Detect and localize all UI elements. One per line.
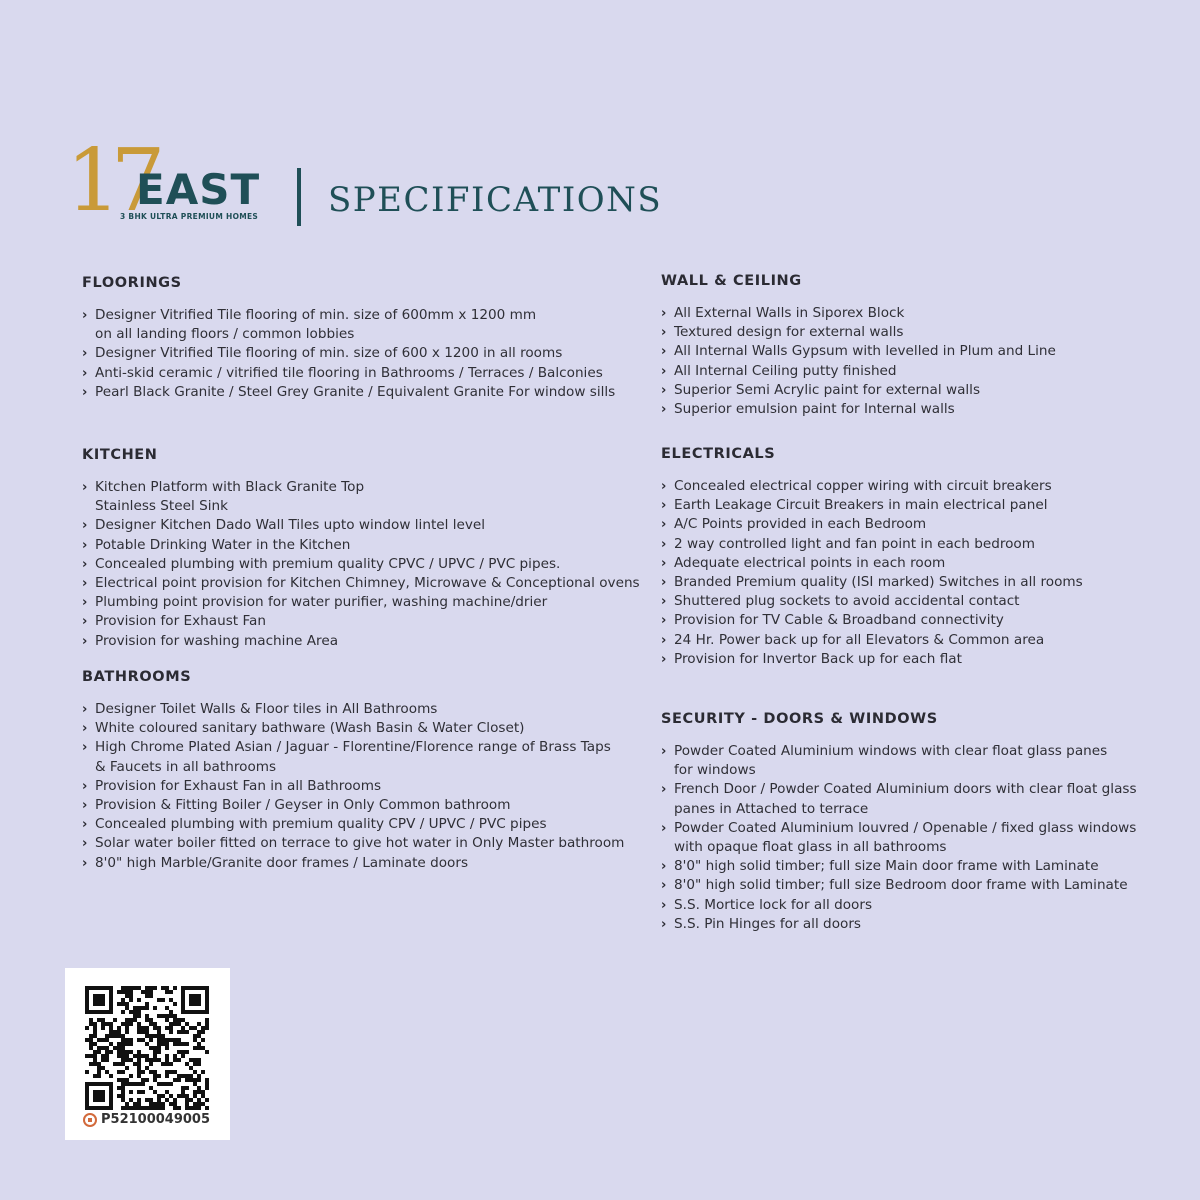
spec-item-text: Designer Toilet Walls & Floor tiles in All Bathrooms (95, 701, 438, 717)
header-divider (297, 168, 301, 226)
chevron-right-icon: › (82, 778, 88, 794)
section-electricals (661, 445, 1083, 669)
spec-item-text: Branded Premium quality (ISI marked) Switches in all rooms (674, 574, 1083, 591)
spec-item (661, 742, 1137, 761)
section-security-doors-windows (661, 710, 1137, 934)
spec-item (661, 496, 1083, 515)
spec-item-text: Provision for washing machine Area (95, 632, 339, 649)
chevron-right-icon: › (82, 798, 88, 814)
logo-digits: 17 (66, 131, 156, 231)
chevron-right-icon: › (82, 384, 88, 400)
spec-list (661, 742, 1137, 934)
section-kitchen (82, 446, 640, 651)
spec-item (82, 777, 624, 796)
spec-item-text: All Internal Ceiling putty finished (674, 362, 897, 379)
chevron-right-icon: › (661, 517, 667, 533)
spec-list (82, 700, 624, 873)
chevron-right-icon: › (661, 555, 667, 571)
section-title: BATHROOMS (82, 669, 192, 685)
spec-item-text: Powder Coated Aluminium louvred / Openable / fixed glass windows (674, 819, 1137, 836)
chevron-right-icon: › (661, 613, 667, 629)
chevron-right-icon: › (82, 365, 88, 381)
spec-item (661, 631, 1083, 650)
spec-item (82, 516, 640, 535)
spec-item-text: Concealed plumbing with premium quality CPV / UPVC / PVC pipes (95, 816, 547, 833)
chevron-right-icon: › (82, 480, 88, 495)
spec-item-text: Concealed plumbing with premium quality CPVC / UPVC / PVC pipes. (95, 555, 561, 572)
chevron-right-icon: › (661, 344, 667, 360)
spec-item (661, 554, 1083, 573)
spec-item-text: 24 Hr. Power back up for all Elevators & Common area (674, 631, 1045, 648)
chevron-right-icon: › (82, 556, 88, 572)
chevron-right-icon: › (661, 916, 667, 932)
spec-item (661, 800, 1137, 819)
chevron-right-icon: › (82, 537, 88, 553)
spec-item-text: for windows (674, 762, 756, 779)
spec-item-text: 2 way controlled light and fan point in each bedroom (674, 535, 1035, 552)
section-title: ELECTRICALS (661, 446, 776, 462)
spec-item-text: Solar water boiler fitted on terrace to give hot water in Only Master bathroom (95, 835, 625, 852)
spec-item (82, 632, 640, 651)
registration-number: P52100049005 (101, 1112, 211, 1127)
chevron-right-icon: › (661, 594, 667, 610)
spec-item (82, 834, 624, 853)
spec-item-text: S.S. Pin Hinges for all doors (674, 915, 861, 932)
section-title: FLOORINGS (82, 275, 182, 291)
chevron-right-icon: › (82, 817, 88, 833)
spec-item-text: Potable Drinking Water in the Kitchen (95, 536, 351, 553)
page-title: SPECIFICATIONS (328, 180, 663, 220)
spec-item (82, 497, 640, 516)
spec-item-text: Textured design for external walls (674, 324, 904, 341)
spec-item-text: Anti-skid ceramic / vitrified tile flooring in Bathrooms / Terraces / Balconies (95, 364, 603, 381)
chevron-right-icon: › (82, 633, 88, 649)
spec-item-text: Plumbing point provision for water purifier, washing machine/drier (95, 594, 548, 611)
chevron-right-icon: › (82, 740, 88, 756)
chevron-right-icon: › (661, 325, 667, 341)
spec-list (661, 304, 1056, 419)
spec-item-text: French Door / Powder Coated Aluminium doors with clear float glass (674, 781, 1137, 798)
section-title: WALL & CEILING (661, 273, 802, 289)
spec-item (661, 915, 1137, 934)
chevron-right-icon: › (661, 820, 667, 836)
spec-list (82, 478, 640, 651)
logo-tagline: 3 BHK ULTRA PREMIUM HOMES (120, 212, 259, 221)
section-title: KITCHEN (82, 447, 158, 463)
spec-item-text: Provision for Exhaust Fan (95, 613, 266, 630)
spec-item (661, 592, 1083, 611)
section-title: SECURITY - DOORS & WINDOWS (661, 711, 938, 727)
spec-item-text: A/C Points provided in each Bedroom (674, 516, 927, 533)
spec-item (661, 896, 1137, 915)
spec-item-text: 8'0" high Marble/Granite door frames / Laminate doors (95, 854, 469, 871)
spec-item (82, 815, 624, 834)
spec-item (82, 325, 615, 344)
spec-item-text: Electrical point provision for Kitchen Chimney, Microwave & Conceptional ovens (95, 575, 640, 592)
spec-item-text: Designer Vitrified Tile flooring of min. size of 600 x 1200 in all rooms (95, 345, 563, 362)
spec-item (661, 780, 1137, 799)
chevron-right-icon: › (661, 651, 667, 667)
spec-item-text: All Internal Walls Gypsum with levelled in Plum and Line (674, 343, 1056, 360)
spec-item (661, 819, 1137, 838)
chevron-right-icon: › (82, 836, 88, 852)
spec-item-text: Designer Vitrified Tile flooring of min. size of 600mm x 1200 mm (95, 307, 537, 323)
chevron-right-icon: › (661, 402, 667, 418)
spec-item (82, 700, 624, 719)
spec-item-text: Shuttered plug sockets to avoid accidental contact (674, 593, 1020, 610)
registration-row (83, 1112, 210, 1127)
chevron-right-icon: › (661, 498, 667, 514)
spec-item-text: White coloured sanitary bathware (Wash Basin & Water Closet) (95, 720, 525, 737)
chevron-right-icon: › (661, 479, 667, 494)
chevron-right-icon: › (661, 632, 667, 648)
chevron-right-icon: › (661, 782, 667, 798)
spec-item (661, 857, 1137, 876)
spec-item (661, 535, 1083, 554)
chevron-right-icon: › (661, 897, 667, 913)
chevron-right-icon: › (82, 518, 88, 534)
chevron-right-icon: › (82, 721, 88, 737)
spec-item-text: on all landing floors / common lobbies (95, 326, 355, 343)
spec-item-text: Adequate electrical points in each room (674, 554, 946, 571)
spec-item (82, 478, 640, 497)
spec-list (661, 477, 1083, 669)
spec-item (82, 536, 640, 555)
spec-item-text: Superior emulsion paint for Internal walls (674, 401, 955, 418)
spec-item-text: All External Walls in Siporex Block (674, 305, 905, 321)
spec-item (82, 364, 615, 383)
spec-item-text: Provision & Fitting Boiler / Geyser in Only Common bathroom (95, 797, 511, 814)
spec-item (661, 611, 1083, 630)
spec-item (661, 477, 1083, 496)
spec-item (661, 362, 1056, 381)
spec-item (82, 796, 624, 815)
spec-item-text: Powder Coated Aluminium windows with clear float glass panes (674, 743, 1108, 759)
section-wall-ceiling (661, 272, 1056, 419)
spec-item (661, 342, 1056, 361)
spec-item (82, 555, 640, 574)
spec-item (661, 838, 1137, 857)
spec-item-text: Designer Kitchen Dado Wall Tiles upto window lintel level (95, 517, 486, 534)
spec-item (82, 574, 640, 593)
spec-item (661, 515, 1083, 534)
section-bathrooms (82, 668, 624, 873)
logo-wordmark: EAST (136, 165, 261, 214)
page-header (66, 131, 666, 238)
spec-item-text: Earth Leakage Circuit Breakers in main electrical panel (674, 497, 1048, 514)
spec-item-text: Provision for TV Cable & Broadband connectivity (674, 612, 1004, 629)
spec-item (661, 573, 1083, 592)
spec-item-text: panes in Attached to terrace (674, 800, 869, 817)
chevron-right-icon: › (82, 346, 88, 362)
spec-item (82, 383, 615, 402)
chevron-right-icon: › (661, 382, 667, 398)
spec-item (82, 854, 624, 873)
chevron-right-icon: › (661, 306, 667, 321)
chevron-right-icon: › (661, 744, 667, 759)
spec-item-text: 8'0" high solid timber; full size Bedroom door frame with Laminate (674, 877, 1128, 894)
chevron-right-icon: › (82, 614, 88, 630)
chevron-right-icon: › (82, 308, 88, 323)
qr-card (65, 968, 230, 1140)
spec-item (661, 304, 1056, 323)
spec-item-text: 8'0" high solid timber; full size Main door frame with Laminate (674, 858, 1099, 875)
spec-item-text: Stainless Steel Sink (95, 498, 228, 515)
spec-item (82, 758, 624, 777)
chevron-right-icon: › (661, 575, 667, 591)
spec-item-text: Pearl Black Granite / Steel Grey Granite / Equivalent Granite For window sills (95, 383, 616, 400)
qr-code-icon[interactable] (85, 986, 209, 1110)
maharera-icon (83, 1113, 97, 1127)
chevron-right-icon: › (661, 878, 667, 894)
spec-item (82, 719, 624, 738)
spec-item-text: Provision for Invertor Back up for each flat (674, 650, 962, 667)
spec-item (82, 612, 640, 631)
spec-item-text: S.S. Mortice lock for all doors (674, 896, 873, 913)
spec-item-text: Provision for Exhaust Fan in all Bathrooms (95, 777, 382, 794)
spec-item-text: High Chrome Plated Asian / Jaguar - Florentine/Florence range of Brass Taps (95, 739, 611, 756)
chevron-right-icon: › (82, 576, 88, 592)
spec-item-text: & Faucets in all bathrooms (95, 758, 277, 775)
spec-item (661, 323, 1056, 342)
spec-item (661, 400, 1056, 419)
spec-item (82, 738, 624, 757)
spec-item (661, 876, 1137, 895)
spec-item (82, 344, 615, 363)
spec-item-text: Kitchen Platform with Black Granite Top (95, 479, 365, 495)
spec-item-text: Concealed electrical copper wiring with circuit breakers (674, 478, 1052, 494)
spec-list (82, 306, 615, 402)
spec-item (661, 650, 1083, 669)
spec-item-text: with opaque float glass in all bathrooms (674, 839, 947, 856)
spec-item (661, 381, 1056, 400)
chevron-right-icon: › (82, 702, 88, 717)
chevron-right-icon: › (661, 859, 667, 875)
section-floorings (82, 274, 615, 402)
chevron-right-icon: › (661, 536, 667, 552)
spec-item (661, 761, 1137, 780)
chevron-right-icon: › (82, 855, 88, 871)
spec-item (82, 593, 640, 612)
spec-item-text: Superior Semi Acrylic paint for external walls (674, 381, 981, 398)
chevron-right-icon: › (661, 363, 667, 379)
chevron-right-icon: › (82, 595, 88, 611)
spec-item (82, 306, 615, 325)
